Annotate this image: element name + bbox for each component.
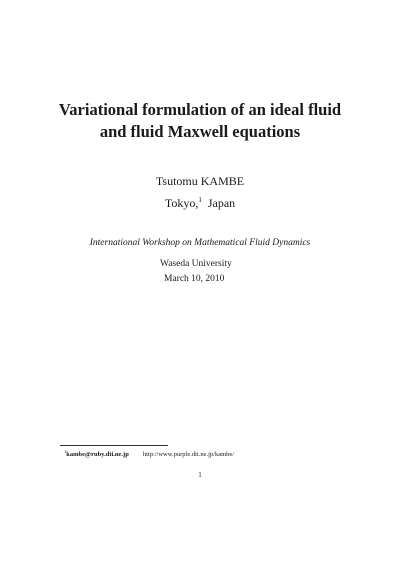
footnote-marker: 1: [198, 196, 202, 204]
footnote-number: 1: [64, 449, 67, 454]
footnote-rule: [60, 445, 168, 446]
university: Waseda University: [160, 259, 232, 269]
author-country: Japan: [207, 196, 236, 210]
paper-title-line-2: and fluid Maxwell equations: [99, 122, 301, 141]
paper-title-line-1: Variational formulation of an ideal fluid: [58, 100, 342, 119]
date: March 10, 2010: [164, 274, 225, 284]
footnote-url: http://www.purple.dti.ne.jp/kambe/: [142, 451, 235, 458]
workshop-name: International Workshop on Mathematical Fluid Dynamics: [89, 238, 311, 248]
footnote-email: kambe@ruby.dti.ne.jp: [66, 451, 129, 458]
author-name: Tsutomu KAMBE: [155, 174, 245, 188]
page-number: 1: [198, 471, 202, 479]
author-city: Tokyo,: [164, 196, 199, 210]
footnote: [64, 449, 234, 458]
author-location: [0, 196, 400, 211]
